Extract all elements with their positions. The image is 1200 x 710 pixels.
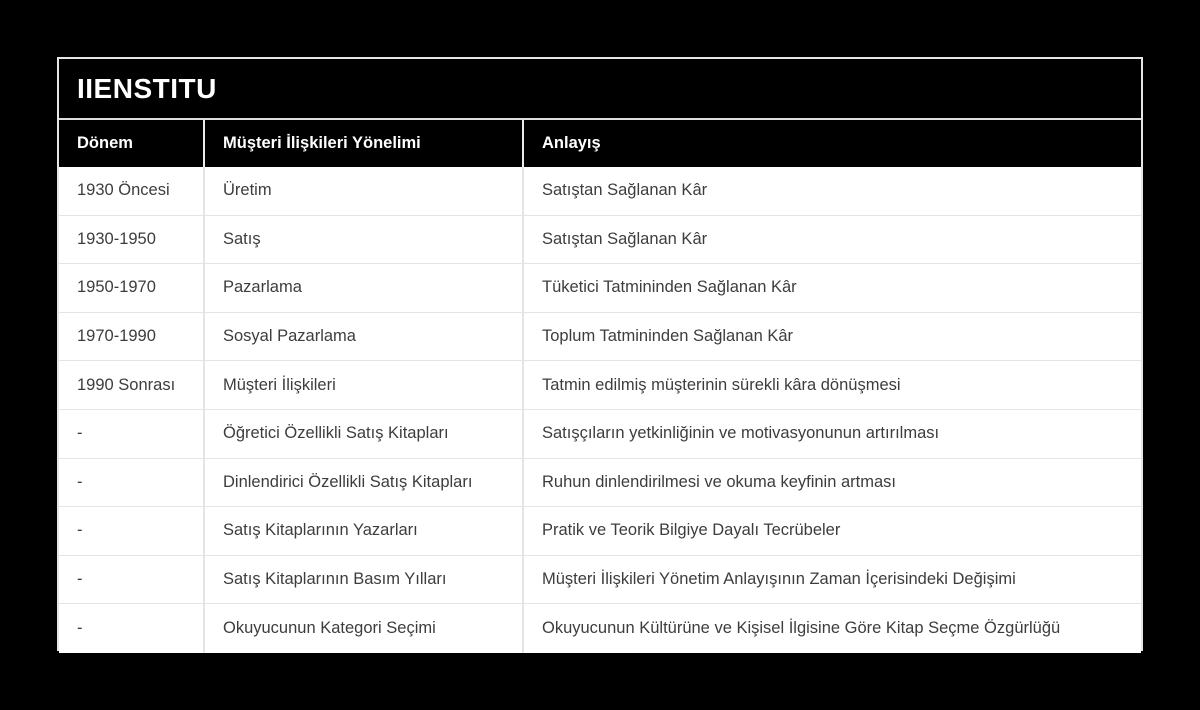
cell-anlayis: Okuyucunun Kültürüne ve Kişisel İlgisine Göre Kitap Seçme Özgürlüğü xyxy=(522,604,1141,653)
cell-yonelim: Pazarlama xyxy=(203,264,522,312)
cell-yonelim: Dinlendirici Özellikli Satış Kitapları xyxy=(203,459,522,507)
cell-anlayis: Satıştan Sağlanan Kâr xyxy=(522,216,1141,264)
column-header-musteri-iliskileri-yonelimi: Müşteri İlişkileri Yönelimi xyxy=(203,120,522,167)
cell-yonelim: Üretim xyxy=(203,167,522,215)
cell-anlayis: Pratik ve Teorik Bilgiye Dayalı Tecrübeler xyxy=(522,507,1141,555)
cell-anlayis: Satışçıların yetkinliğinin ve motivasyonunun artırılması xyxy=(522,410,1141,458)
cell-yonelim: Satış Kitaplarının Yazarları xyxy=(203,507,522,555)
cell-donem: 1930 Öncesi xyxy=(77,181,170,200)
table-row xyxy=(59,556,1141,605)
cell-anlayis: Tatmin edilmiş müşterinin sürekli kâra dönüşmesi xyxy=(522,361,1141,409)
column-header-anlayis: Anlayış xyxy=(522,120,1141,167)
table-row xyxy=(59,361,1141,410)
cell-donem: - xyxy=(77,472,83,491)
cell-donem: 1930-1950 xyxy=(77,229,156,248)
table-row xyxy=(59,410,1141,459)
cell-yonelim: Okuyucunun Kategori Seçimi xyxy=(203,604,522,653)
table-title: IIENSTITU xyxy=(77,72,217,104)
cell-donem: - xyxy=(77,424,83,443)
cell-donem: 1970-1990 xyxy=(77,327,156,346)
column-header-donem: Dönem xyxy=(77,134,133,152)
cell-anlayis: Toplum Tatmininden Sağlanan Kâr xyxy=(522,313,1141,361)
table-row xyxy=(59,167,1141,216)
cell-anlayis: Tüketici Tatmininden Sağlanan Kâr xyxy=(522,264,1141,312)
data-table xyxy=(57,57,1143,651)
cell-yonelim: Satış xyxy=(203,216,522,264)
cell-yonelim: Öğretici Özellikli Satış Kitapları xyxy=(203,410,522,458)
cell-anlayis: Satıştan Sağlanan Kâr xyxy=(522,167,1141,215)
table-header-row xyxy=(59,120,1141,167)
cell-donem: - xyxy=(77,521,83,540)
cell-yonelim: Sosyal Pazarlama xyxy=(203,313,522,361)
table-row xyxy=(59,459,1141,508)
table-row xyxy=(59,264,1141,313)
cell-donem: - xyxy=(77,570,83,589)
cell-yonelim: Müşteri İlişkileri xyxy=(203,361,522,409)
cell-anlayis: Ruhun dinlendirilmesi ve okuma keyfinin artması xyxy=(522,459,1141,507)
cell-donem: 1950-1970 xyxy=(77,278,156,297)
cell-donem: 1990 Sonrası xyxy=(77,375,176,394)
table-row xyxy=(59,604,1141,653)
table-title-bar xyxy=(59,59,1141,120)
cell-donem: - xyxy=(77,619,83,638)
table-row xyxy=(59,507,1141,556)
cell-anlayis: Müşteri İlişkileri Yönetim Anlayışının Zaman İçerisindeki Değişimi xyxy=(522,556,1141,604)
table-row xyxy=(59,313,1141,362)
cell-yonelim: Satış Kitaplarının Basım Yılları xyxy=(203,556,522,604)
table-row xyxy=(59,216,1141,265)
